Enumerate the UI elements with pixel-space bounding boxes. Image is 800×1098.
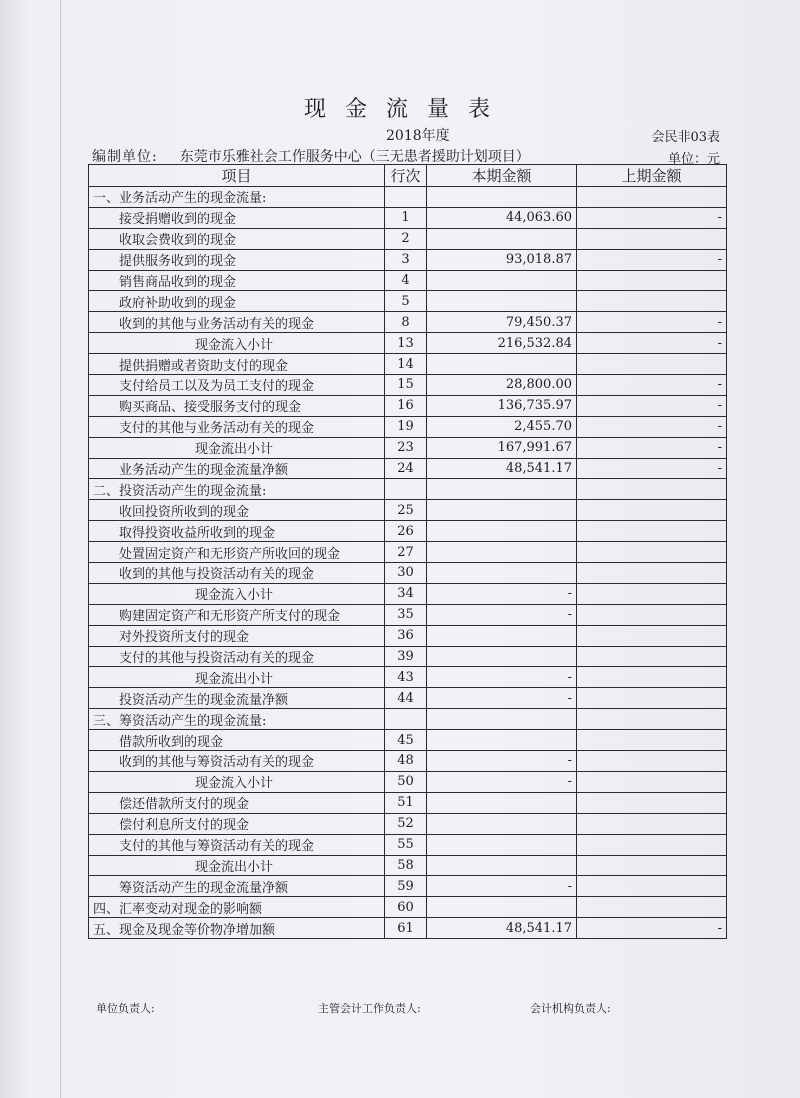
column-header-previous: 上期金额 bbox=[577, 165, 727, 187]
row-line-number: 44 bbox=[385, 688, 427, 709]
row-item-label: 支付的其他与业务活动有关的现金 bbox=[89, 416, 385, 437]
column-header-current: 本期金额 bbox=[427, 165, 577, 187]
row-line-number: 39 bbox=[385, 646, 427, 667]
table-row bbox=[89, 416, 727, 437]
table-row bbox=[89, 709, 727, 730]
row-item-label: 收到的其他与投资活动有关的现金 bbox=[89, 563, 385, 584]
row-item-label: 支付的其他与筹资活动有关的现金 bbox=[89, 834, 385, 855]
row-line-number bbox=[385, 187, 427, 208]
table-row bbox=[89, 375, 727, 396]
accounting-dept-head-signature: 会计机构负责人: bbox=[530, 1002, 611, 1015]
row-line-number: 1 bbox=[385, 207, 427, 228]
row-line-number: 61 bbox=[385, 918, 427, 939]
row-previous-amount bbox=[577, 813, 727, 834]
table-row bbox=[89, 876, 727, 897]
table-body bbox=[89, 187, 727, 939]
row-current-amount bbox=[427, 730, 577, 751]
row-item-label: 购建固定资产和无形资产所支付的现金 bbox=[89, 604, 385, 625]
row-item-label: 五、现金及现金等价物净增加额 bbox=[89, 918, 385, 939]
org-name: 东莞市乐雅社会工作服务中心（三无患者援助计划项目） bbox=[179, 149, 530, 165]
row-line-number: 23 bbox=[385, 437, 427, 458]
row-item-label: 现金流入小计 bbox=[89, 333, 385, 354]
row-item-label: 筹资活动产生的现金流量净额 bbox=[89, 876, 385, 897]
row-current-amount bbox=[427, 479, 577, 500]
row-previous-amount bbox=[577, 730, 727, 751]
row-line-number: 50 bbox=[385, 771, 427, 792]
row-current-amount: - bbox=[427, 667, 577, 688]
row-line-number: 25 bbox=[385, 500, 427, 521]
row-item-label: 偿付利息所支付的现金 bbox=[89, 813, 385, 834]
table-row bbox=[89, 354, 727, 375]
row-line-number: 51 bbox=[385, 792, 427, 813]
column-header-line: 行次 bbox=[385, 165, 427, 187]
row-previous-amount bbox=[577, 876, 727, 897]
row-current-amount: 28,800.00 bbox=[427, 375, 577, 396]
row-line-number bbox=[385, 479, 427, 500]
currency-unit: 单位：元 bbox=[667, 152, 720, 167]
row-line-number: 45 bbox=[385, 730, 427, 751]
row-current-amount: - bbox=[427, 771, 577, 792]
row-line-number: 13 bbox=[385, 333, 427, 354]
row-item-label: 收取会费收到的现金 bbox=[89, 228, 385, 249]
table-row bbox=[89, 771, 727, 792]
row-previous-amount: - bbox=[577, 207, 727, 228]
row-previous-amount bbox=[577, 792, 727, 813]
row-line-number: 8 bbox=[385, 312, 427, 333]
row-current-amount: 44,063.60 bbox=[427, 207, 577, 228]
row-current-amount bbox=[427, 270, 577, 291]
row-line-number: 24 bbox=[385, 458, 427, 479]
table-row bbox=[89, 646, 727, 667]
row-current-amount: - bbox=[427, 876, 577, 897]
row-current-amount: 48,541.17 bbox=[427, 458, 577, 479]
table-row bbox=[89, 437, 727, 458]
table-row bbox=[89, 291, 727, 312]
fiscal-year: 2018年度 bbox=[386, 128, 450, 144]
row-current-amount: 167,991.67 bbox=[427, 437, 577, 458]
row-line-number: 60 bbox=[385, 897, 427, 918]
row-previous-amount bbox=[577, 855, 727, 876]
row-current-amount bbox=[427, 646, 577, 667]
row-current-amount bbox=[427, 709, 577, 730]
org-label: 编制单位: bbox=[92, 149, 158, 165]
row-item-label: 二、投资活动产生的现金流量: bbox=[89, 479, 385, 500]
row-line-number: 15 bbox=[385, 375, 427, 396]
row-current-amount: - bbox=[427, 751, 577, 772]
row-current-amount bbox=[427, 500, 577, 521]
row-line-number: 55 bbox=[385, 834, 427, 855]
row-item-label: 处置固定资产和无形资产所收回的现金 bbox=[89, 542, 385, 563]
row-current-amount: 48,541.17 bbox=[427, 918, 577, 939]
table-row bbox=[89, 249, 727, 270]
row-previous-amount bbox=[577, 625, 727, 646]
row-line-number: 52 bbox=[385, 813, 427, 834]
row-item-label: 借款所收到的现金 bbox=[89, 730, 385, 751]
table-row bbox=[89, 834, 727, 855]
table-row bbox=[89, 625, 727, 646]
table-row bbox=[89, 688, 727, 709]
row-previous-amount bbox=[577, 563, 727, 584]
form-code: 会民非03表 bbox=[651, 130, 720, 145]
row-previous-amount bbox=[577, 542, 727, 563]
row-previous-amount: - bbox=[577, 918, 727, 939]
row-previous-amount bbox=[577, 479, 727, 500]
row-previous-amount bbox=[577, 751, 727, 772]
row-previous-amount bbox=[577, 354, 727, 375]
row-item-label: 现金流入小计 bbox=[89, 583, 385, 604]
row-current-amount: 136,735.97 bbox=[427, 395, 577, 416]
column-header-item: 项目 bbox=[89, 165, 385, 187]
row-item-label: 现金流出小计 bbox=[89, 855, 385, 876]
table-row bbox=[89, 897, 727, 918]
row-previous-amount: - bbox=[577, 395, 727, 416]
row-current-amount bbox=[427, 354, 577, 375]
table-row bbox=[89, 604, 727, 625]
row-current-amount bbox=[427, 855, 577, 876]
row-previous-amount bbox=[577, 583, 727, 604]
table-header-row bbox=[89, 165, 727, 187]
row-previous-amount: - bbox=[577, 458, 727, 479]
row-current-amount bbox=[427, 625, 577, 646]
row-current-amount bbox=[427, 521, 577, 542]
organization-line bbox=[92, 146, 530, 166]
row-line-number: 2 bbox=[385, 228, 427, 249]
row-item-label: 收到的其他与筹资活动有关的现金 bbox=[89, 751, 385, 772]
table-row bbox=[89, 228, 727, 249]
row-item-label: 支付给员工以及为员工支付的现金 bbox=[89, 375, 385, 396]
table-row bbox=[89, 751, 727, 772]
table-row bbox=[89, 270, 727, 291]
row-item-label: 业务活动产生的现金流量净额 bbox=[89, 458, 385, 479]
row-item-label: 偿还借款所支付的现金 bbox=[89, 792, 385, 813]
table-row bbox=[89, 395, 727, 416]
table-row bbox=[89, 918, 727, 939]
row-previous-amount: - bbox=[577, 249, 727, 270]
cash-flow-table bbox=[88, 164, 727, 939]
row-previous-amount: - bbox=[577, 312, 727, 333]
row-item-label: 接受捐赠收到的现金 bbox=[89, 207, 385, 228]
row-current-amount bbox=[427, 563, 577, 584]
table-row bbox=[89, 855, 727, 876]
row-previous-amount bbox=[577, 604, 727, 625]
row-previous-amount: - bbox=[577, 333, 727, 354]
table-row bbox=[89, 583, 727, 604]
row-previous-amount bbox=[577, 291, 727, 312]
table-row bbox=[89, 207, 727, 228]
row-previous-amount: - bbox=[577, 437, 727, 458]
row-line-number: 5 bbox=[385, 291, 427, 312]
table-row bbox=[89, 792, 727, 813]
row-line-number: 59 bbox=[385, 876, 427, 897]
row-current-amount: 2,455.70 bbox=[427, 416, 577, 437]
row-current-amount bbox=[427, 228, 577, 249]
table-row bbox=[89, 187, 727, 208]
row-line-number: 14 bbox=[385, 354, 427, 375]
row-previous-amount bbox=[577, 709, 727, 730]
row-current-amount bbox=[427, 792, 577, 813]
row-previous-amount: - bbox=[577, 375, 727, 396]
row-item-label: 政府补助收到的现金 bbox=[89, 291, 385, 312]
row-line-number: 43 bbox=[385, 667, 427, 688]
row-previous-amount: - bbox=[577, 416, 727, 437]
row-line-number: 16 bbox=[385, 395, 427, 416]
row-item-label: 现金流入小计 bbox=[89, 771, 385, 792]
row-current-amount bbox=[427, 542, 577, 563]
table-row bbox=[89, 312, 727, 333]
row-item-label: 购买商品、接受服务支付的现金 bbox=[89, 395, 385, 416]
row-item-label: 收回投资所收到的现金 bbox=[89, 500, 385, 521]
row-line-number: 30 bbox=[385, 563, 427, 584]
row-current-amount bbox=[427, 187, 577, 208]
row-line-number: 58 bbox=[385, 855, 427, 876]
row-item-label: 收到的其他与业务活动有关的现金 bbox=[89, 312, 385, 333]
table-row bbox=[89, 333, 727, 354]
row-line-number: 48 bbox=[385, 751, 427, 772]
row-item-label: 四、汇率变动对现金的影响额 bbox=[89, 897, 385, 918]
row-line-number: 36 bbox=[385, 625, 427, 646]
row-item-label: 一、业务活动产生的现金流量: bbox=[89, 187, 385, 208]
row-current-amount: - bbox=[427, 688, 577, 709]
row-item-label: 现金流出小计 bbox=[89, 437, 385, 458]
table-row bbox=[89, 500, 727, 521]
table-row bbox=[89, 813, 727, 834]
row-current-amount bbox=[427, 813, 577, 834]
table-row bbox=[89, 458, 727, 479]
table-row bbox=[89, 563, 727, 584]
table-row bbox=[89, 667, 727, 688]
row-current-amount bbox=[427, 897, 577, 918]
row-line-number: 3 bbox=[385, 249, 427, 270]
row-line-number: 35 bbox=[385, 604, 427, 625]
row-current-amount: 216,532.84 bbox=[427, 333, 577, 354]
row-previous-amount bbox=[577, 834, 727, 855]
row-line-number: 34 bbox=[385, 583, 427, 604]
row-current-amount: 79,450.37 bbox=[427, 312, 577, 333]
row-previous-amount bbox=[577, 228, 727, 249]
row-current-amount: - bbox=[427, 583, 577, 604]
row-item-label: 对外投资所支付的现金 bbox=[89, 625, 385, 646]
row-item-label: 三、筹资活动产生的现金流量: bbox=[89, 709, 385, 730]
table-row bbox=[89, 542, 727, 563]
row-item-label: 提供捐赠或者资助支付的现金 bbox=[89, 354, 385, 375]
row-item-label: 提供服务收到的现金 bbox=[89, 249, 385, 270]
row-current-amount: - bbox=[427, 604, 577, 625]
table-row bbox=[89, 730, 727, 751]
row-previous-amount bbox=[577, 688, 727, 709]
accounting-head-signature: 主管会计工作负责人: bbox=[318, 1002, 421, 1015]
row-item-label: 支付的其他与投资活动有关的现金 bbox=[89, 646, 385, 667]
table-row bbox=[89, 521, 727, 542]
row-line-number: 4 bbox=[385, 270, 427, 291]
table-row bbox=[89, 479, 727, 500]
row-previous-amount bbox=[577, 771, 727, 792]
row-previous-amount bbox=[577, 500, 727, 521]
row-previous-amount bbox=[577, 521, 727, 542]
row-item-label: 取得投资收益所收到的现金 bbox=[89, 521, 385, 542]
row-current-amount bbox=[427, 834, 577, 855]
page-edge-line bbox=[60, 0, 61, 1098]
unit-head-signature: 单位负责人: bbox=[96, 1002, 155, 1015]
row-previous-amount bbox=[577, 646, 727, 667]
statement-title: 现 金 流 量 表 bbox=[304, 97, 496, 122]
row-current-amount: 93,018.87 bbox=[427, 249, 577, 270]
row-line-number: 27 bbox=[385, 542, 427, 563]
row-item-label: 现金流出小计 bbox=[89, 667, 385, 688]
row-previous-amount bbox=[577, 667, 727, 688]
row-previous-amount bbox=[577, 897, 727, 918]
row-line-number: 19 bbox=[385, 416, 427, 437]
row-line-number bbox=[385, 709, 427, 730]
row-line-number: 26 bbox=[385, 521, 427, 542]
row-item-label: 投资活动产生的现金流量净额 bbox=[89, 688, 385, 709]
row-previous-amount bbox=[577, 187, 727, 208]
row-item-label: 销售商品收到的现金 bbox=[89, 270, 385, 291]
row-previous-amount bbox=[577, 270, 727, 291]
row-current-amount bbox=[427, 291, 577, 312]
